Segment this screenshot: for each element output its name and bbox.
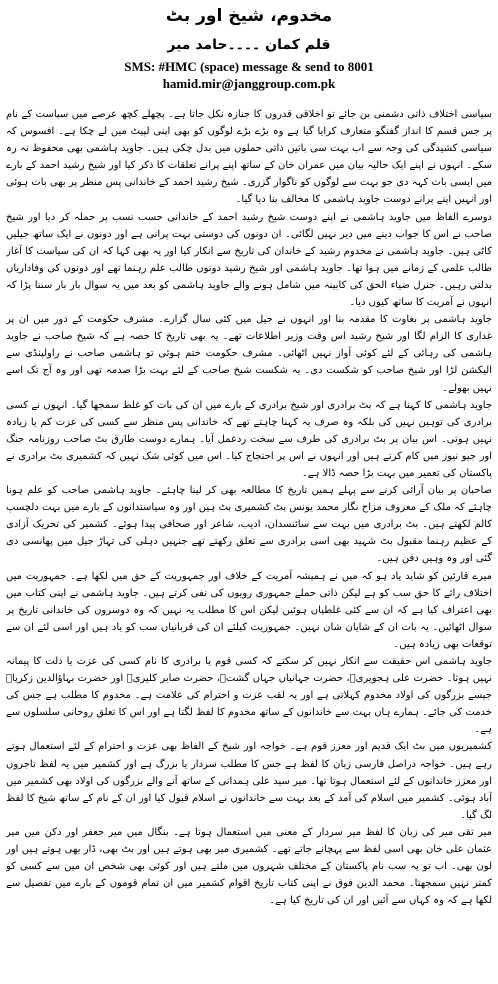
- article-paragraph: جاوید ہاشمی کا کہنا ہے کہ بٹ برادری اور شیخ برادری کے بارے میں ان کی بات کو غلط سمجھا گیا۔ انہوں نے کسی برادری کی توہین نہیں کی بلکہ وہ صرف یہ کہنا چاہتے تھے کہ خاندانی پس منظر سے کسی کی عزت کم یا زیادہ نہیں ہوتی۔ اس بیان پر بٹ برادری کی طرف سے سخت ردعمل آیا۔ ہمارے دوست طارق بٹ صاحب روزنامہ جنگ اور جیو نیوز میں کام کرتے ہیں اور انہوں نے اس پر احتجاج کیا۔ اس میں کوئی شک نہیں کہ کشمیری بٹ برادری نے پاکستان کی تعمیر میں بہت بڑا حصہ ڈالا ہے۔: [6, 399, 492, 479]
- article-paragraph: جاوید ہاشمی اس حقیقت سے انکار نہیں کر سکتے کہ کسی قوم یا برادری کا نام کسی کی عزت یا ذلت کا پیمانہ نہیں ہوتا۔ حضرت علی ہجویریؒ، حضرت جہانیاں جہاں گشتؒ، حضرت صابر کلیریؒ اور حضرت بہاؤالدین زکریاؒ جیسے بزرگوں کی اولاد مخدوم کہلاتی ہے اور یہ لقب عزت و احترام کی علامت ہے۔ مخدوم کا مطلب ہے جس کی خدمت کی جائے۔ ہمارے ہاں بہت سے خاندانوں کے ساتھ مخدوم کا لفظ لگتا ہے اور اس کا تعلق روحانی سلسلوں سے ہے۔: [6, 656, 492, 736]
- article-paragraph: کشمیریوں میں بٹ ایک قدیم اور معزز قوم ہے۔ خواجہ اور شیخ کے الفاظ بھی عزت و احترام کے لئے استعمال ہوتے رہے ہیں۔ خواجہ دراصل فارسی زبان کا لفظ ہے جس کا مطلب سردار یا بزرگ ہے اور کشمیر میں یہ لفظ تاجروں اور معزز خاندانوں کے لئے استعمال ہوتا تھا۔ میر سید علی ہمدانی کے ساتھ آنے والے بزرگوں کی اولاد بھی کشمیر میں آباد ہوئی۔ کشمیر میں اسلام کی آمد کے بعد بہت سے خاندانوں نے اسلام قبول کیا اور ان کے نام کے ساتھ شیخ کا لفظ لگ گیا۔: [6, 741, 492, 821]
- byline-block: [6, 34, 492, 92]
- article-paragraph: دوسرے الفاظ میں جاوید ہاشمی نے اپنے دوست شیخ رشید احمد کے خاندانی حسب نسب پر حملہ کر دیا اور شیخ صاحب نے اس کا جواب دینے میں دیر نہیں لگائی۔ ان دونوں کی دوستی بہت پرانی ہے اور دونوں نے ایک ساتھ جیلیں کاٹی ہیں۔ جاوید ہاشمی نے مخدوم رشید کے خاندان کی تاریخ سے انکار کیا اور یہ بھی کہا کہ ان کی سیاست کا آغاز طالب علمی کے زمانے میں ہوا تھا۔ جاوید ہاشمی اور شیخ رشید دونوں طالب علم رہنما تھے اور دونوں کی وفاداریاں بدلتی رہیں۔ جنرل ضیاء الحق کی کابینہ میں شامل ہونے والے جاوید ہاشمی کو بعد میں یہ سوال بار بار سننا پڑا کہ انہوں نے آمریت کا ساتھ کیوں دیا۔: [6, 211, 492, 309]
- author-email: hamid.mir@janggroup.com.pk: [162, 76, 336, 91]
- sms-instruction: SMS: #HMC (space) message & send to 8001: [124, 59, 374, 74]
- article-body: [6, 106, 492, 936]
- article-title: مخدوم، شیخ اور بٹ: [165, 6, 333, 26]
- article-paragraph: جاوید ہاشمی پر بغاوت کا مقدمہ بنا اور انہوں نے جیل میں کئی سال گزارے۔ مشرف حکومت کے دور میں ان پر غداری کا الزام لگا اور شیخ رشید اس وقت وزیر اطلاعات تھے۔ یہ بھی تاریخ کا حصہ ہے کہ شیخ صاحب نے جاوید ہاشمی کی رہائی کے لئے کوئی آواز نہیں اٹھائی۔ مشرف حکومت ختم ہوئی تو ہاشمی صاحب نے راولپنڈی سے الیکشن لڑا اور شیخ صاحب کو شکست دی۔ یہ شکست شیخ صاحب کے لئے بہت بڑا صدمہ تھی اور وہ آج تک اسے نہیں بھولے۔: [6, 314, 492, 394]
- article-paragraph: صاحبان پر بیان آرائی کرنے سے پہلے ہمیں تاریخ کا مطالعہ بھی کر لینا چاہئے۔ جاوید ہاشمی صاحب کو علم ہونا چاہئے کہ ملک کے معروف مزاح نگار محمد یونس بٹ کشمیری بٹ ہیں اور وہ سیاستدانوں کے بارے میں بہت دلچسپ کالم لکھتے ہیں۔ بٹ برادری میں بہت سے سائنسدان، ادیب، شاعر اور صحافی پیدا ہوئے۔ کشمیر کی تحریک آزادی کے عظیم رہنما مقبول بٹ شہید بھی اسی برادری سے تعلق رکھتے تھے جنہیں دہلی کی تہاڑ جیل میں پھانسی دی گئی اور وہ وہیں دفن ہیں۔: [6, 485, 492, 565]
- article-paragraph: سیاسی اختلاف ذاتی دشمنی بن جائے تو اخلاقی قدروں کا جنازہ نکل جاتا ہے۔ پچھلے کچھ عرصے میں سیاست کے نام پر جس قسم کا انداز گفتگو متعارف کرایا گیا ہے وہ بڑے بڑے لوگوں کو بھی اپنی لپیٹ میں لے چکا ہے۔ افسوس کہ سیاسی کشیدگی کی وجہ سے اب بہت سی باتیں ذاتی حملوں میں بدل چکی ہیں۔ جاوید ہاشمی بھی محفوظ نہ رہ سکے۔ انہوں نے اپنے ایک حالیہ بیان میں عمران خان کے ساتھ اپنے پرانے تعلقات کا ذکر کیا اور شیخ رشید احمد کے بارے میں ایسی بات کہہ دی جو بہت سے لوگوں کو ناگوار گزری۔ شیخ رشید احمد کے خاندانی پس منظر پر بھی بات ہوئی اور انہیں اپنے پرانے دوست جاوید ہاشمی کا مخالف بنا دیا گیا۔: [6, 109, 492, 206]
- article-paragraph: میرے قارئین کو شاید یاد ہو کہ میں نے ہمیشہ آمریت کے خلاف اور جمہوریت کے حق میں لکھا ہے۔ جمہوریت میں اختلاف رائے کا حق سب کو ہے لیکن ذاتی حملے جمہوری رویوں کی نفی کرتے ہیں۔ جاوید ہاشمی نے اپنی کتاب میں بھی اعتراف کیا ہے کہ ان سے کئی غلطیاں ہوئیں لیکن اس کا مطلب یہ نہیں کہ وہ دوسروں کی خاندانی تاریخ پر سوال اٹھائیں۔ یہ بات ان کے شایان شان نہیں۔ جمہوریت کیلئے ان کی قربانیاں سب کو یاد ہیں اور اسی لئے ان سے توقعات بھی زیادہ ہیں۔: [6, 570, 492, 650]
- article-paragraph: میر تقی میر کی زبان کا لفظ میر سردار کے معنی میں استعمال ہوتا ہے۔ بنگال میں میر جعفر اور دکن میں میر عثمان علی خان بھی اسی لفظ سے پہچانے جاتے تھے۔ کشمیری میر بھی ہوتے ہیں اور بٹ بھی، ڈار بھی ہوتے ہیں اور لون بھی۔ اب تو یہ سب نام پاکستان کے مختلف شہروں میں ملتے ہیں اور کوئی بھی شخص ان میں سے کسی کو کمتر نہیں سمجھتا۔ محمد الدین فوق نے اپنی کتاب تاریخ اقوام کشمیر میں ان تمام قوموں کے بارے میں تفصیل سے لکھا ہے کہ وہ کہاں سے آئیں اور ان کی تاریخ کیا ہے۔: [6, 826, 492, 907]
- column-byline: قلم کمان ۔۔۔۔حامد میر: [167, 37, 331, 53]
